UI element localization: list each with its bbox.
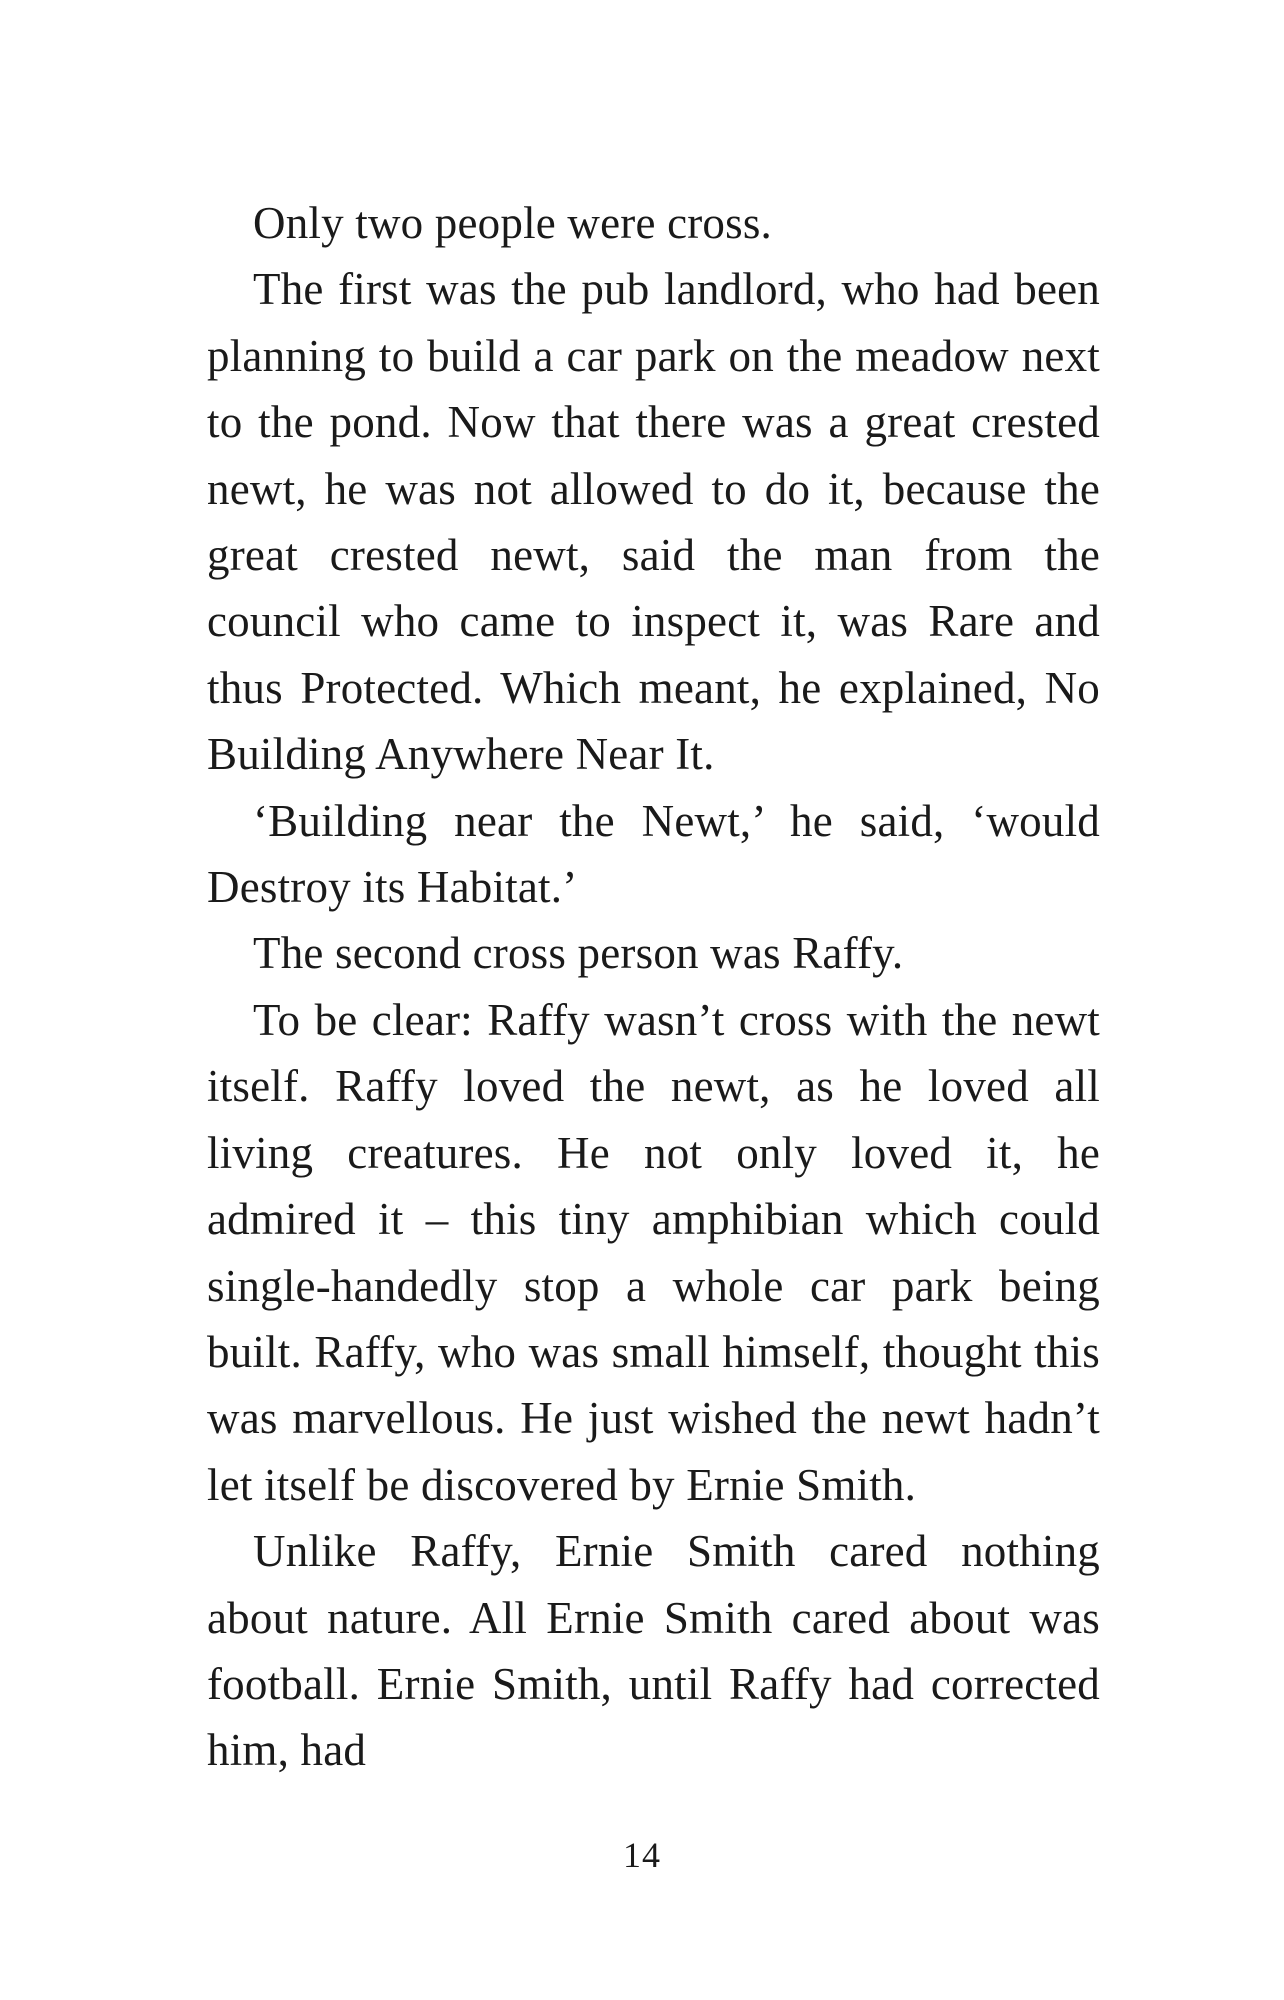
paragraph: ‘Building near the Newt,’ he said, ‘would Destroy its Habitat.’ [207,795,1100,913]
paragraph: Only two people were cross. [253,198,773,248]
page-number: 14 [623,1835,661,1875]
paragraph: To be clear: Raffy wasn’t cross with the newt itself. Raffy loved the newt, as he loved all living creatures. He not only loved it, he admired it – this tiny amphibian which could single-handedly stop a whole car park being built. Raffy, who was small himself, thought this was marvellous. He just wished the newt hadn’t let itself be discovered by Ernie Smith. [207,994,1100,1510]
paragraph: The first was the pub landlord, who had been planning to build a car park on the meadow next to the pond. Now that there was a great crested newt, he was not allowed to do it, because the great crested newt, said the man from the council who came to inspect it, was Rare and thus Protected. Which meant, he explained, No Building Anywhere Near It. [207,264,1100,780]
paragraph: The second cross person was Raffy. [253,928,904,979]
paragraph: Unlike Raffy, Ernie Smith cared nothing about nature. All Ernie Smith cared about was football. Ernie Smith, until Raffy had corrected him, had [207,1526,1100,1776]
body-text [207,190,1100,1784]
